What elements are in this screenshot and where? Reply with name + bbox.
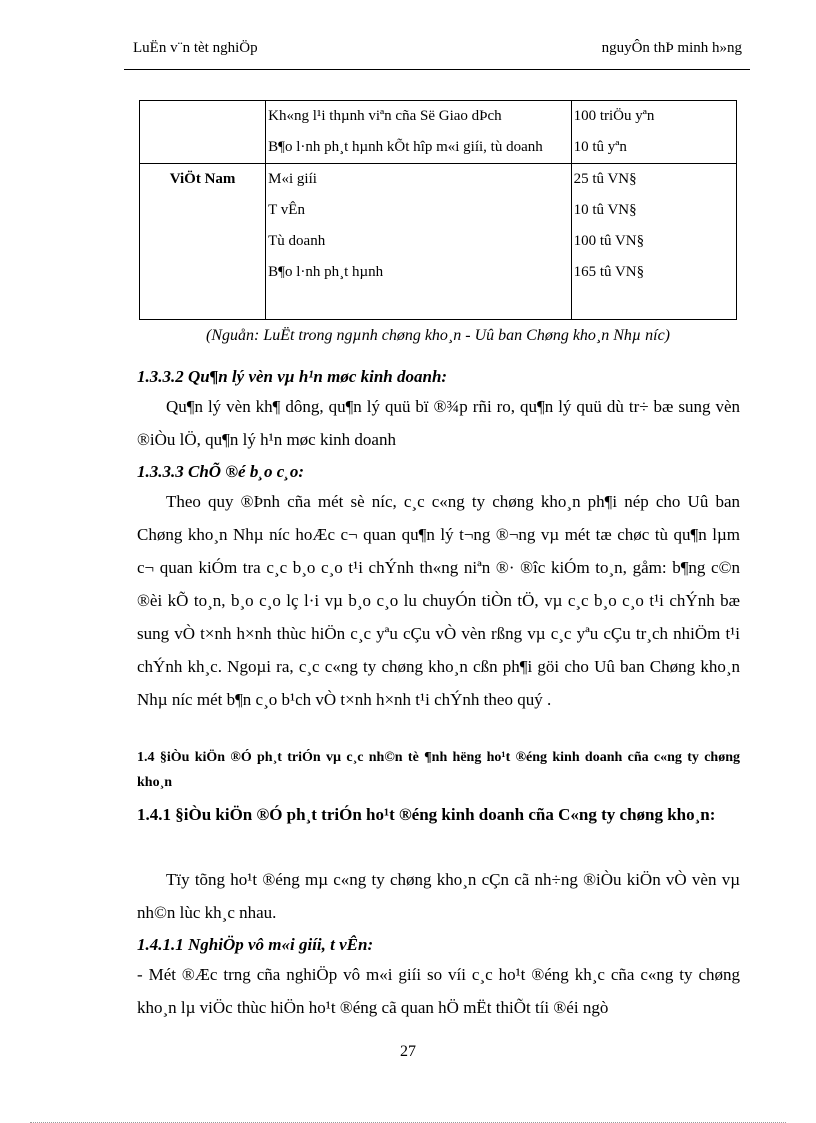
table-row-label: Kh«ng l¹i thµnh viªn cña Së Giao dÞch bbox=[268, 108, 502, 124]
paragraph-capital-management: Qu¶n lý vèn kh¶ dông, qu¶n lý quü bï ®¾p rñi ro, qu¶n lý quü dù tr÷ bæ sung vèn ®iÒu lÖ, qu¶n lý h¹n møc kinh doanh bbox=[137, 397, 740, 449]
table-row-value: 100 tû VN§ bbox=[573, 233, 645, 249]
section-heading-1-4-1: 1.4.1 §iÒu kiÖn ®Ó ph¸t triÓn ho¹t ®éng kinh doanh cña C«ng ty chøng kho¸n: bbox=[137, 805, 716, 824]
table-cell-country bbox=[140, 164, 266, 320]
table-row bbox=[140, 164, 737, 320]
table-row-label: B¶o l·nh ph¸t hµnh kÕt hîp m«i giíi, tù doanh bbox=[268, 139, 543, 155]
paragraph-conditions: Tïy tõng ho¹t ®éng mµ c«ng ty chøng kho¸n cÇn cã nh÷ng ®iÒu kiÖn vÒ vèn vµ nh©n lùc kh¸c nhau. bbox=[137, 870, 740, 922]
table-row-label: B¶o l·nh ph¸t hµnh bbox=[268, 264, 384, 280]
paragraph-brokerage: - Mét ®Æc trng cña nghiÖp vô m«i giíi so víi c¸c ho¹t ®éng kh¸c cña c«ng ty chøng kho¸n lµ viÖc thùc hiÖn ho¹t ®éng cã quan hÖ mËt thiÕt tíi ®éi ngò bbox=[137, 965, 740, 1017]
header-rule bbox=[124, 69, 750, 70]
section-heading-1-4: 1.4 §iÒu kiÖn ®Ó ph¸t triÓn vµ c¸c nh©n tè ¶nh hëng ho¹t ®éng kinh doanh cña c«ng ty chøng kho¸n bbox=[137, 750, 740, 790]
table-row-value: 25 tû VN§ bbox=[573, 171, 637, 187]
table-source-caption: (Nguån: LuËt trong ngµnh chøng kho¸n - Uû ban Chøng kho¸n Nhµ níc) bbox=[205, 327, 671, 344]
page-number: 27 bbox=[400, 1043, 416, 1060]
capital-requirements-table bbox=[139, 100, 737, 320]
paragraph-reporting-regime: Theo quy ®Þnh cña mét sè níc, c¸c c«ng ty chøng kho¸n ph¶i nép cho Uû ban Chøng kho¸n Nhµ níc hoÆc c¬ quan qu¶n lý t¬ng ®¬ng vµ mét tæ chøc tù qu¶n lµm c¬ quan kiÓm tra c¸c b¸o c¸o t¹i chÝnh th«ng niªn ®· ®îc kiÓm to¸n, gåm: b¶ng c©n ®èi kÕ to¸n, b¸o c¸o lç l·i vµ b¸o c¸o lu chuyÓn tiÒn tÖ, vµ c¸c b¸o c¸o t¹i chÝnh bæ sung vÒ t×nh h×nh thùc hiÖn c¸c yªu cÇu vÒ vèn rßng vµ c¸c yªu cÇu tr¸ch nhiÖm t¹i chÝnh kh¸c. Ngoµi ra, c¸c c«ng ty chøng kho¸n cßn ph¶i göi cho Uû ban Chøng kho¸n Nhµ níc mét b¶n c¸o b¹ch vÒ t×nh h×nh t¹i chÝnh theo quý . bbox=[137, 492, 740, 709]
table-cell-labels bbox=[266, 101, 571, 164]
country-label: ViÖt Nam bbox=[169, 171, 236, 187]
table-cell-labels bbox=[266, 164, 571, 320]
table-row-value: 165 tû VN§ bbox=[573, 264, 645, 280]
table-row-label: T vÊn bbox=[268, 202, 305, 218]
header-left-text: LuËn v¨n tèt nghiÖp bbox=[133, 40, 258, 56]
table-cell-values bbox=[571, 164, 736, 320]
header-right-text: nguyÔn thÞ minh h»ng bbox=[601, 40, 742, 56]
table-row-value: 100 triÖu yªn bbox=[573, 108, 655, 124]
table-row-value: 10 tû yªn bbox=[573, 139, 627, 155]
section-heading-1-4-1-1: 1.4.1.1 NghiÖp vô m«i giíi, t vÊn: bbox=[137, 935, 374, 954]
table-row-label: M«i giíi bbox=[268, 171, 317, 187]
table-cell-country-empty bbox=[140, 101, 266, 164]
table-cell-values bbox=[571, 101, 736, 164]
table-row-label: Tù doanh bbox=[268, 233, 326, 249]
section-heading-1-3-3-2: 1.3.3.2 Qu¶n lý vèn vµ h¹n møc kinh doanh: bbox=[137, 367, 448, 386]
table-row bbox=[140, 101, 737, 164]
section-heading-1-3-3-3: 1.3.3.3 ChÕ ®é b¸o c¸o: bbox=[137, 462, 305, 481]
table-row-value: 10 tû VN§ bbox=[573, 202, 637, 218]
